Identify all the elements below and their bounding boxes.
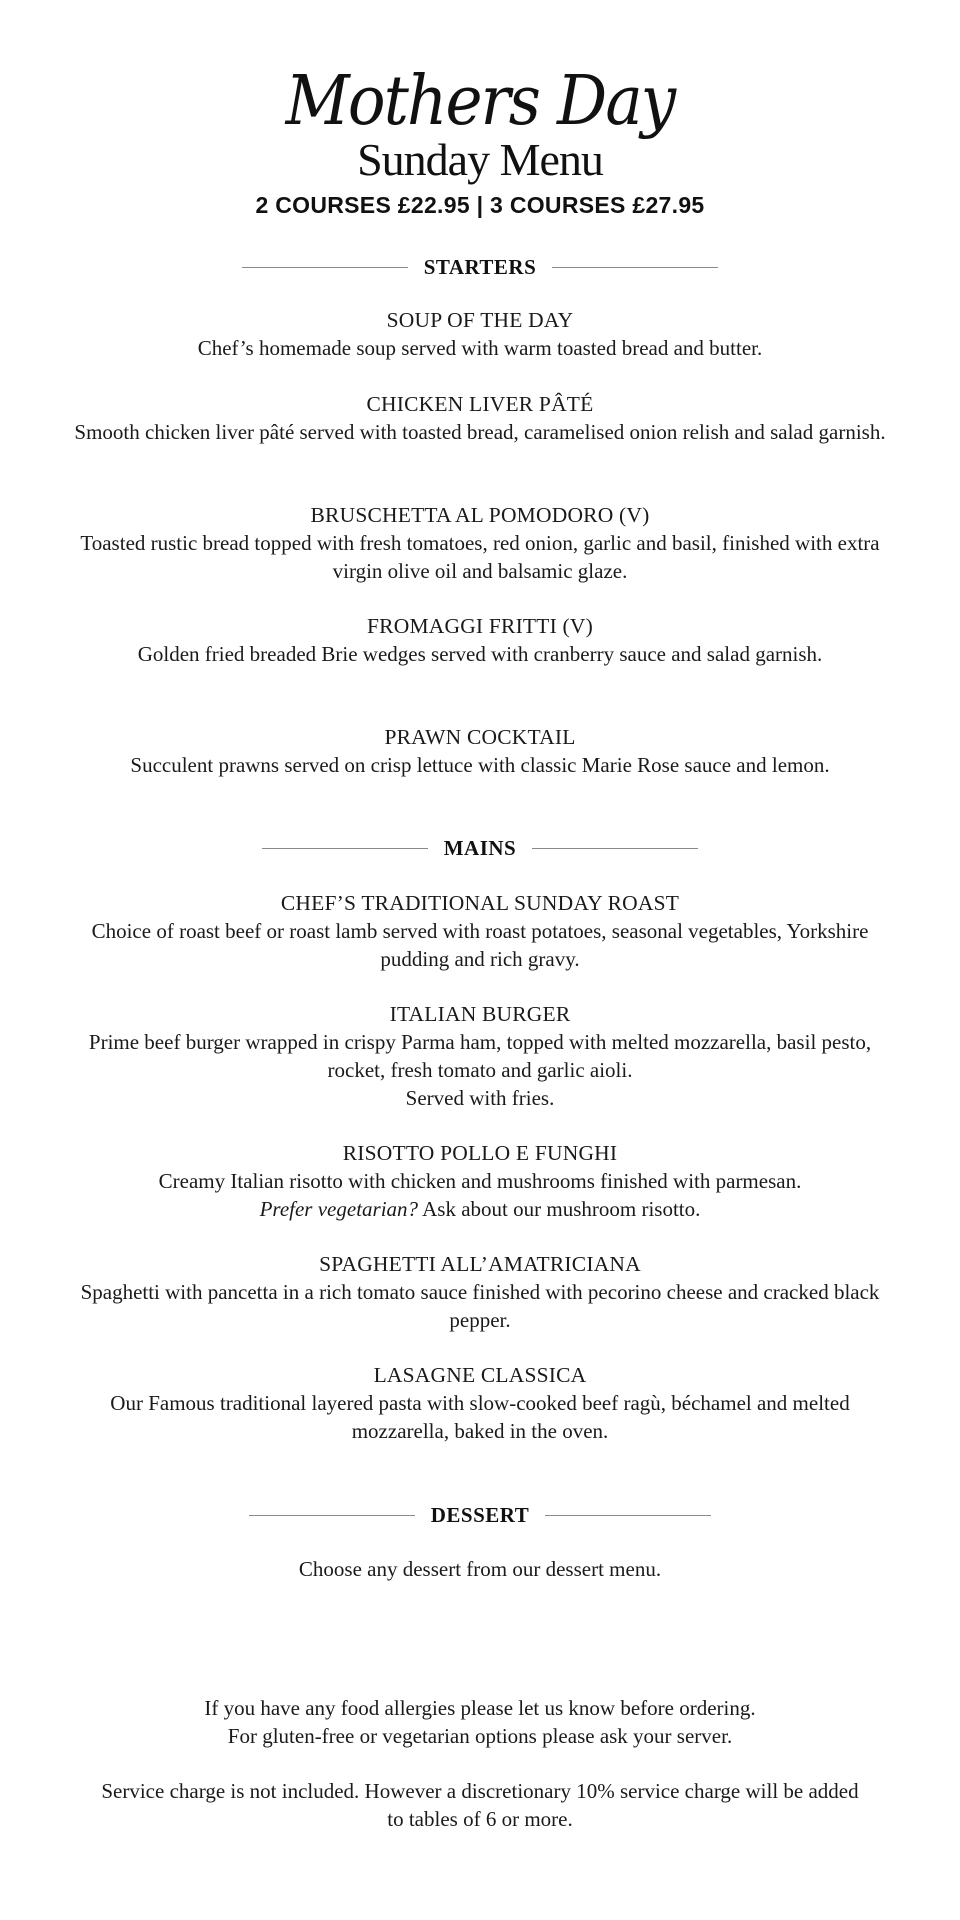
- item-name: PRAWN COCKTAIL: [384, 725, 576, 749]
- item-note-text: Ask about our mushroom risotto.: [418, 1197, 701, 1221]
- menu-title: Mothers Day: [285, 62, 675, 141]
- menu-item: [70, 1139, 890, 1223]
- menu-subtitle: Sunday Menu: [357, 134, 603, 185]
- item-name: SPAGHETTI ALL’AMATRICIANA: [319, 1252, 641, 1276]
- item-description: Prime beef burger wrapped in crispy Parma ham, topped with melted mozzarella, basil pesto, rocket, fresh tomato and garlic aioli.: [88, 1030, 872, 1082]
- allergy-notice: [70, 1694, 890, 1750]
- item-name: CHICKEN LIVER PÂTÉ: [366, 392, 594, 416]
- item-name: SOUP OF THE DAY: [386, 308, 574, 332]
- divider-line: [242, 267, 408, 268]
- item-description: Our Famous traditional layered pasta with slow-cooked beef ragù, béchamel and melted mozzarella, baked in the oven.: [110, 1391, 850, 1443]
- menu-item: [70, 723, 890, 779]
- menu-item: [70, 306, 890, 362]
- item-name: CHEF’S TRADITIONAL SUNDAY ROAST: [280, 891, 680, 915]
- item-note-italic: Prefer vegetarian?: [259, 1197, 419, 1221]
- divider-line: [532, 848, 698, 849]
- item-description: Toasted rustic bread topped with fresh tomatoes, red onion, garlic and basil, finished with extra virgin olive oil and balsamic glaze.: [80, 531, 880, 583]
- menu-item: [70, 1000, 890, 1112]
- item-description: Golden fried breaded Brie wedges served with cranberry sauce and salad garnish.: [137, 642, 823, 666]
- item-description-note: [70, 1195, 890, 1223]
- item-description: Spaghetti with pancetta in a rich tomato sauce finished with pecorino cheese and cracked black pepper.: [80, 1280, 880, 1332]
- item-name: LASAGNE CLASSICA: [373, 1363, 587, 1387]
- allergy-line-2: For gluten-free or vegetarian options please ask your server.: [227, 1724, 733, 1748]
- item-description: Succulent prawns served on crisp lettuce with classic Marie Rose sauce and lemon.: [130, 753, 830, 777]
- menu-item: [70, 390, 890, 446]
- section-title: MAINS: [443, 835, 517, 860]
- item-name: BRUSCHETTA AL POMODORO (V): [310, 503, 650, 527]
- dessert-description: Choose any dessert from our dessert menu.: [298, 1557, 662, 1581]
- service-charge-notice: Service charge is not included. However a discretionary 10% service charge will be added to tables of 6 or more.: [101, 1779, 859, 1831]
- section-heading-starters: [0, 252, 960, 282]
- item-description: Choice of roast beef or roast lamb served with roast potatoes, seasonal vegetables, Yorkshire pudding and rich gravy.: [91, 919, 869, 971]
- allergy-line-1: If you have any food allergies please let us know before ordering.: [204, 1696, 756, 1720]
- section-title: DESSERT: [430, 1502, 530, 1527]
- menu-item: [70, 612, 890, 668]
- item-description-extra: Served with fries.: [405, 1086, 555, 1110]
- item-name: RISOTTO POLLO E FUNGHI: [342, 1141, 618, 1165]
- menu-item: [70, 1361, 890, 1445]
- menu-item: [70, 501, 890, 585]
- section-title: STARTERS: [423, 254, 537, 279]
- section-heading-mains: [0, 833, 960, 863]
- menu-item: [70, 1250, 890, 1334]
- divider-line: [249, 1515, 415, 1516]
- item-name: ITALIAN BURGER: [389, 1002, 571, 1026]
- item-description: Creamy Italian risotto with chicken and mushrooms finished with parmesan.: [158, 1169, 802, 1193]
- price-line: 2 COURSES £22.95 | 3 COURSES £27.95: [255, 192, 705, 218]
- divider-line: [262, 848, 428, 849]
- item-name: FROMAGGI FRITTI (V): [367, 614, 593, 638]
- section-heading-dessert: [0, 1500, 960, 1530]
- divider-line: [545, 1515, 711, 1516]
- item-description: Chef’s homemade soup served with warm toasted bread and butter.: [197, 336, 763, 360]
- divider-line: [552, 267, 718, 268]
- menu-item: [70, 889, 890, 973]
- item-description: Smooth chicken liver pâté served with toasted bread, caramelised onion relish and salad garnish.: [74, 420, 886, 444]
